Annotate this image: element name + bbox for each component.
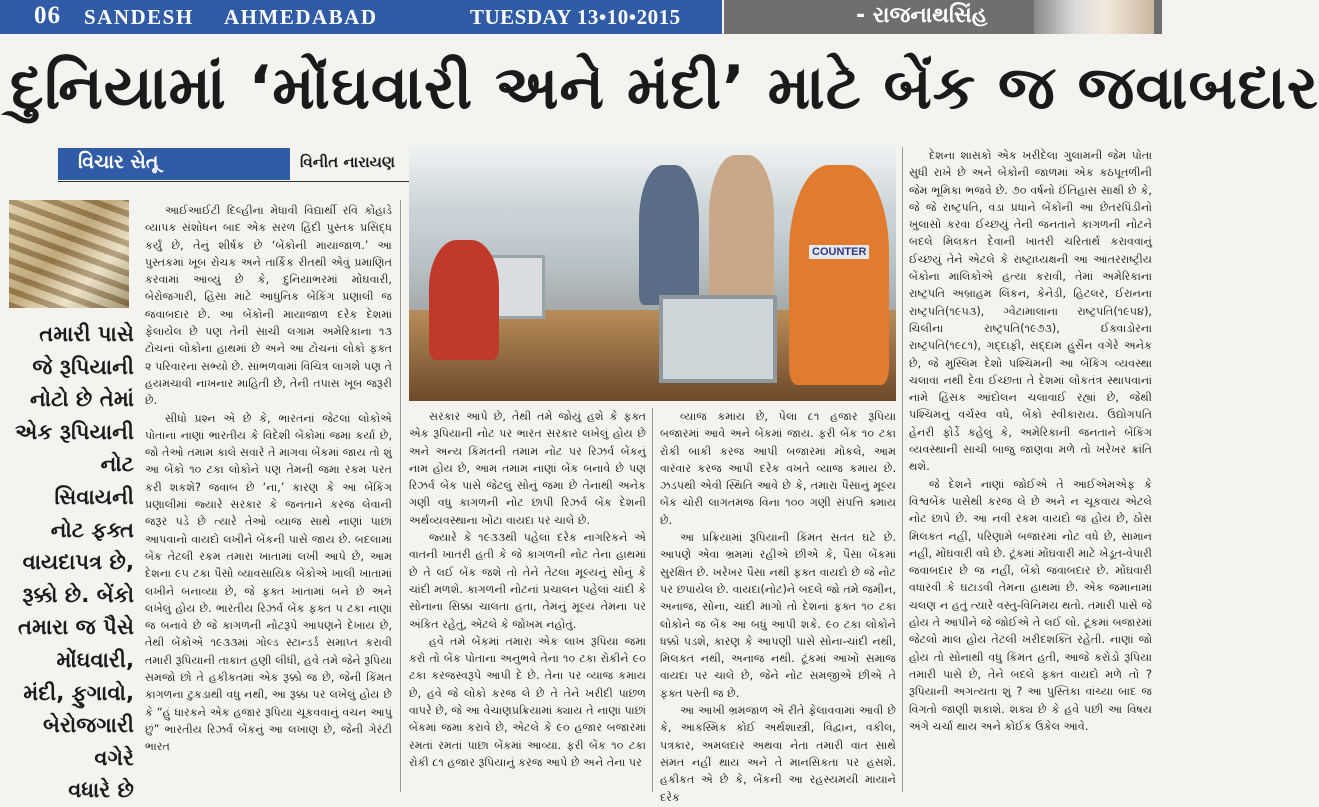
pull-quote-line: જે રૂપિયાની — [32, 353, 134, 379]
paragraph: આ પ્રક્રિયામાં રૂપિયાની કિંમત સતત ઘટે છે. આપણે એવા ભ્રમમાં રહીએ છીએ કે, પૈસા બેંકમાં સુરક્ષિત છે. ખરેખર પૈસા નથી ફક્ત વાયદો છે જે નોટ પર છપાયેલ છે. વાયદા(નોટ)ને બદલે જો તમે જમીન, અનાજ, સોના, ચાંદી માગો તો દેશનાં ફક્ત ૧૦ ટકા લોકોને જ બેંક આ બધું આપી શકે. ૯૦ ટકા લોકોને ધક્કો પડશે, કારણ કે આપણી પાસે સોના-ચાંદી નથી, મિલકત નથી, અનાજ નથી. ટૂંકમાં આખો સમાજ વાયદા પર ચાલે છે, જેને નોટ સમજીએ છીએ તે ફક્ત પસ્તી જ છે. — [660, 531, 896, 700]
quote-author: - રાજનાથસિંહ — [856, 3, 988, 28]
pull-quote-line: વગેરે — [94, 744, 134, 770]
paragraph: જ્યારે કે ૧૯૩૩થી પહેલાં દરેક નાગરિકને એ વાતની ખાતરી હતી કે જે કાગળની નોટ તેના હાથમાં છે તે લઈ બેંક જશે તો તેને તેટલા મૂલ્યનું સોનું કે ચાંદી મળશે. કાગળની નોટનાં પ્રચાલન પહેલાં ચાંદી કે સોનાના સિક્કા ચાલતા હતા, તેમનું મૂલ્ય તેમના પર અંકિત રહેતું, એટલે કે જોખમ નહોતું. — [409, 531, 646, 631]
paragraph: આ આખી ભ્રમજાળ એ રીતે ફેલાવવામાં આવી છે કે, આકસ્મિક કોઈ અર્થશાસ્ત્રી, વિદ્વાન, વકીલ, પત્રકાર, અમલદાર અથવા નેતા તમારી વાત સાથે સંમત નહીં થાય અને તે માનસિકતા પર હસશે. હકીકત એ છે કે, બેંકની આ રહસ્યમયી માયાને દરેક — [660, 704, 896, 804]
pull-quote-line: મોંઘવારી, — [56, 646, 134, 672]
paragraph: હવે તમે બેંકમાં તમારા એક લાખ રૂપિયા જમા કરો તો બેંક પોતાના અનુભવે તેના ૧૦ ટકા રોકીને ૯૦ ટકા કરજસ્વરૂપે આપી દે છે. તેના પર વ્યાજ કમાય છે, હવે જે લોકો કરજ લે છે તે તેને ખરીદી પાછળ વાપરે છે, જે આ વેચાણપ્રક્રિયામાં ક્યાય તે નાણાં પાછાં બેંકમાં જમા કરાવે છે, એટલે કે ૯૦ હજાર બજારમાં રમતાં રમતાં પાછા બેંકમાં આવ્યા. ફરી બેંક ૧૦ ટકા રોકી ૮૧ હજાર રૂપિયાનું કરજ આપે છે અને તેના પર — [409, 634, 646, 769]
section-name: વિચાર સેતૂ — [78, 151, 159, 173]
pull-quote-line: નોટ ફક્ત — [50, 516, 134, 542]
column-rule — [902, 147, 903, 792]
edition-name: AHMEDABAD — [224, 5, 378, 29]
pull-quote-line: વાયદાપત્ર છે, — [22, 549, 134, 575]
pull-quote-line: રૂક્કો છે. બેંકો — [22, 581, 134, 607]
paragraph: વ્યાજ કમાય છે, પેલા ૮૧ હજાર રૂપિયા બજારમાં આવે અને બેંકમાં જાય. ફરી બેંક ૧૦ ટકા રોકી બાકી કરજ આપી બજારમાં મોકલે, આમ વારંવાર કરજ આપી દરેક વખતે વ્યાજ કમાય છે. ઝડપથી એવી સ્થિતિ આવે છે કે, તમારા પૈસાનું મૂલ્ય બેંક ચોરી લાગતમજ વિના ૧૦૦ ગણી સંપત્તિ ક્માય છે. — [660, 410, 896, 527]
headline: દુનિયામાં ‘મોંઘવારી અને મંદી’ માટે બેંક જ જવાબદાર — [10, 53, 1319, 123]
article-column-4 — [909, 147, 1152, 792]
issue-date: TUESDAY 13•10•2015 — [470, 5, 681, 29]
bank-queue-photo — [409, 145, 896, 401]
quote-author-bar — [724, 0, 1162, 34]
pull-quote — [14, 318, 134, 807]
money-photo — [9, 200, 129, 308]
section-divider — [58, 181, 418, 182]
pull-quote-line: મંદી, ફુગાવો, — [23, 679, 134, 705]
column-rule — [652, 408, 653, 792]
paragraph: સરકાર આપે છે, તેથી તમે જોયું હશે કે ફક્ત એક રૂપિયાની નોટ પર ભારત સરકાર લખેલું હોય છે અને અન્ય કિંમતની તમામ નોટ પર રિઝર્વ બેંકનું નામ હોય છે, આમ તમામ નાણાં બેંક બનાવે છે પણ રિઝર્વ બેંક પાસે જેટલું સોનું જમા છે તેનાથી અનેક ગણી વધુ કાગળની નોટ છાપી રિઝર્વ બેંક દેશની અર્થવ્યવસ્થાના ખોટા વાયદા પર ચાલે છે. — [409, 410, 646, 527]
pull-quote-line: તમારી પાસે — [39, 321, 134, 346]
counter-sign: COUNTER — [809, 245, 869, 259]
page-number: 06 — [34, 2, 61, 29]
pull-quote-line: નોટો છે તેમાં — [29, 386, 134, 412]
paragraph: જે દેશને નાણાં જોઈએ તે આઈએમએફ કે વિશ્વબેંક પાસેથી કરજ લે છે અને ન ચૂકવાય એટલે નોટ છાપે છે. આ નવી રકમ વાયદો જ હોય છે, ઠોસ મિલકત નહીં, પરિણામે બજારમાં નોટ વધે છે, સામાન નહીં, મોંઘવારી વધે છે. ટૂંકમાં મોંઘવારી માટે ખેડૂત-વેપારી જવાબદાર છે જ નહીં, બેંકો જવાબદાર છે. મોંઘવારી વધારવી કે ઘટાડવી તેમના હાથમાં છે. એક જમાનામાં ચલણ ન હતું ત્યારે વસ્તુ-વિનિમય થતો. તમારી પાસે જે હોય તે આપીને જે જોઈએ તે લઈ લો. ટૂંકમાં બજારમાં જેટલો માલ હોય તેટલી ખરીદશક્તિ રહેતી. નાણાં જો હોય તો સોનાથી વધુ કિંમત હતી, આજે કરોડો રૂપિયા તમારી પાસે છે, તેને બદલે ફક્ત વાયદો મળે તો ? રૂપિયાની અગત્યતા શું ? આ પુસ્તિકા વાંચ્યા બાદ જ વિગતો જાણી શકાશે. શક્ય છે કે હવે પછી આ વિષય અંગે ચર્ચા થાય અને કોઈક ઉકેલ આવે. — [909, 477, 1152, 733]
pull-quote-line: સિવાયની — [54, 483, 134, 509]
column-rule — [400, 200, 401, 792]
pull-quote-line: એક રૂપિયાની — [15, 418, 134, 444]
article-column-3 — [660, 408, 896, 804]
masthead-bar — [0, 0, 722, 34]
pull-quote-line: નોટ — [100, 451, 134, 477]
author-photo — [1034, 0, 1154, 34]
article-column-2 — [409, 408, 646, 792]
byline: વિનીત નારાયણ — [300, 153, 396, 171]
section-tag — [58, 148, 290, 180]
paragraph: દેશના શાસકો એક ખરીદેલા ગુલામની જેમ પોતા સુધી રાખે છે અને બેંકોની જાળમાં એક કઠપૂતળીની જેમ ભૂમિકા ભજવે છે. ૭૦ વર્ષનો ઈતિહાસ સાક્ષી છે કે, જે જે રાષ્ટ્રપતિ, વડા પ્રધાને બેંકોની આ છેતરપિંડીનો ખુલાસો કરવા ઈચ્છયું તેની જનતાને કાગળની નોટને બદલે મિલકત દેવાની ખાતરી ચરિતાર્થ કરાવવાનું ઈચ્છયું તેને એટલે કે રાષ્ટ્રાધ્યક્ષની આ આંતરરાષ્ટ્રીય બેંકોના માલિકોએ હત્યા કરાવી, તેમાં અમેરિકાના રાષ્ટ્રપતિ અબ્રાહમ લિંકન, કેનેડી, હિટલર, ઈરાનના રાષ્ટ્રપતિ(૧૯૫૩), ગ્વેટામાલાના રાષ્ટ્રપતિ(૧૯૫૪), ચિલીના રાષ્ટ્રપતિ(૧૯૭૩), ઈક્વાડોરના રાષ્ટ્રપતિ(૧૯૮૧), ગદ્દાફી, સદ્દામ હુસૈન વગેરે અનેક છે, જે મુસ્લિમ દેશો પશ્ચિમની આ બેંકિંગ વ્યવસ્થા ચલાવા નથી દેવા ઈચ્છતા તે દેશમાં લોકતંત્ર સ્થાપવાનાં નામે હિંસક આંદોલન ચલાવાઈ રહ્યાં છે, જેથી પશ્ચિમનું વર્ચસ્વ વધે, બેંકો સ્વીકારાય. ઉદ્યોગપતિ હેનરી ફોર્ડે કહેલું કે, અમેરિકાની જનતાને બેંકિંગ વ્યવસ્થાની સાચી બાજુ જાણવા મળે તો ખરેખર ક્રાંતિ થશે. — [909, 149, 1152, 474]
article-column-1 — [145, 202, 392, 792]
paragraph: સીધો પ્રશ્ન એ છે કે, ભારતનાં જેટલાં લોકોએ પોતાનાં નાણાં ભારતીય કે વિદેશી બેંકોમાં જમા કર્યા છે, જો તેઓ તમામ કાલે સવારે તે માગવા બેંકમાં જાય તો શું આ બેંકો ૧૦ ટકા લોકોને પણ તેમની જમા રકમ પરત કરી શકશે? જવાબ છે ‘ના,’ કારણ કે આ બેંકિંગ પ્રણાલીમાં જ્યારે સરકાર કે જનતાને કરજ લેવાની જરૂર પડે છે ત્યારે તેઓ વ્યાજ સાથે નાણાં પાછાં આપવાનો વાયદો લખીને બેંકની પાસે જાય છે. બદલામાં બેંક તેટલી રકમ તમારા ખાતામાં લખી આપે છે, આમ દેશના ૯૫ ટકા પૈસો વ્યાવસાયિક બેંકોએ ખાલી ખાતામાં લખીને બનાવ્યા છે, જે ફક્ત ખાતામાં બને છે અને લખેલું હોય છે. ભારતીય રિઝર્વ બેંક ફક્ત ૫ ટકા નાણાં જ બનાવે છે જે કાગળની નોટરૂપે આપણને દેખાય છે, તેથી બેંકોએ ૧૯૩૩માં ગોલ્ડ સ્ટાન્ડર્ડ સમાપ્ત કરાવી તમારી રૂપિયાની તાકાત હણી લીધી, હવે તમે જેને રૂપિયા સમજો છો તે હકીકતમાં એક રૂક્કો જ છે, જેની કિંમત કાગળના ટુકડાથી વધુ નથી, આ રૂક્કા પર લખેલું હોય છે કે “હું ધારકને એક હજાર રૂપિયા ચૂકવવાનું વચન આપું છું” ભારતીય રિઝર્વ બેંકનું આ લખાણ છે, જેની ગેરંટી ભારત — [145, 411, 392, 754]
pull-quote-line: વધારે છે — [68, 777, 134, 803]
pull-quote-line: બેરોજગારી — [43, 712, 134, 738]
paragraph: આઈઆઈટી દિલ્હીના મેધાવી વિદ્યાર્થી રવિ કોહાડે વ્યાપક સંશોધન બાદ એક સરળ હિંદી પુસ્તક પ્રસિદ્ધ કર્યું છે, તેનું શીર્ષક છે ‘બેંકોની માયાજાળ.’ આ પુસ્તકમાં ખૂબ રોચક અને તાર્કિક રીતથી એવું પ્રમાણિત કરવામાં આવ્યું છે કે, દુનિયાભરમાં મોંઘવારી, બેરોજગારી, હિંસા માટે આધુનિક બેંકિંગ પ્રણાલી જ જવાબદાર છે. આ બેંકોની માયાજાળ દરેક દેશમાં ફેલાયેલ છે પણ તેની સાચી લગામ અમેરિકાના ૧૩ ટોચનાં લોકોના હાથમાં છે અને આ ટોચનાં લોકો ફક્ત ૨ પરિવારના સભ્યો છે. સાંભળવામાં વિચિત્ર લાગશે પણ તે હયમચાવી નાખનાર માહિતી છે, તેની તપાસ ખૂબ જરૂરી છે. — [145, 204, 392, 408]
paper-name: SANDESH — [84, 5, 194, 29]
pull-quote-line: તમારા જ પૈસે — [17, 614, 134, 640]
